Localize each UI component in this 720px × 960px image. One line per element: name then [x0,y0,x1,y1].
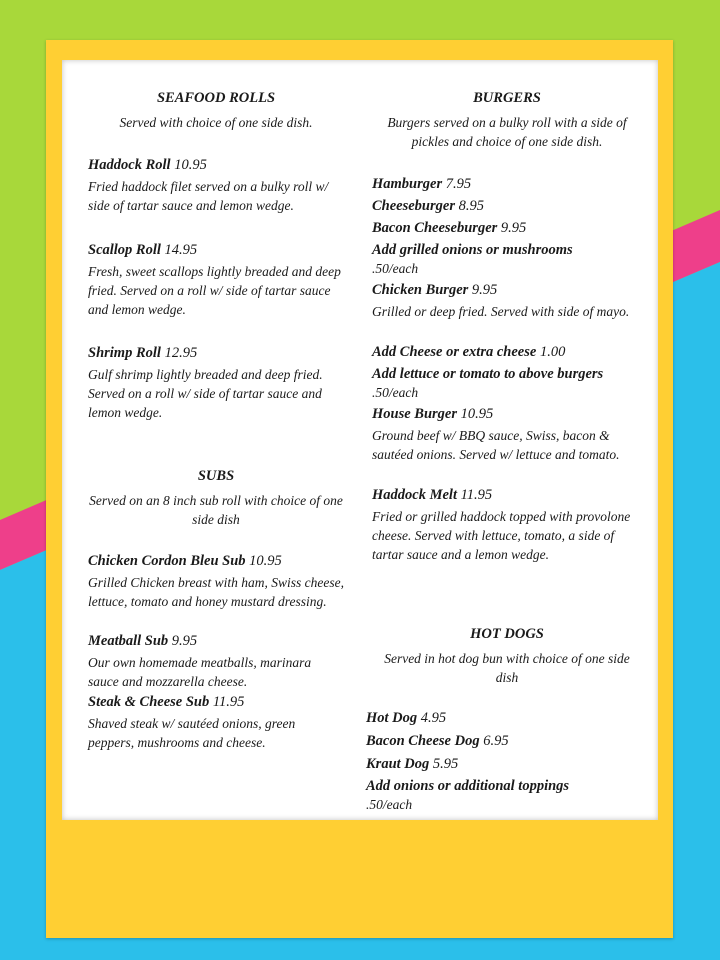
item-name: Add lettuce or tomato to above burgers [372,366,604,382]
item-price: 10.95 [460,406,494,422]
item-name: Add grilled onions or mushrooms [372,242,573,258]
section-description: Served in hot dog bun with choice of one side dish [384,651,630,685]
menu-item-haddock-melt [372,485,642,564]
item-name: Chicken Cordon Bleu Sub [88,553,246,569]
item-price: 9.95 [500,220,527,236]
item-name: Haddock Roll [88,157,171,173]
item-name: Hot Dog [366,710,418,726]
section-description: Burgers served on a bulky roll with a side of pickles and choice of one side dish. [387,115,627,149]
item-description: Grilled or deep fried. Served with side of mayo. [372,304,630,319]
item-description: Fried or grilled haddock topped with provolone cheese. Served with lettuce, tomato, a side of tartar sauce and a lemon wedge. [372,509,631,562]
item-price: 10.95 [249,553,282,569]
hot-dogs-section [372,626,642,687]
menu-item-add-toppings [366,776,642,814]
item-description: Fried haddock filet served on a bulky roll w/ side of tartar sauce and lemon wedge. [88,179,329,213]
burgers-section [372,90,642,151]
item-name: Chicken Burger [372,282,469,298]
item-name: Haddock Melt [372,487,457,503]
item-description: .50/each [366,797,413,812]
item-description: Grilled Chicken breast with ham, Swiss cheese, lettuce, tomato and honey mustard dressing. [88,575,344,609]
item-name: Scallop Roll [88,242,161,258]
section-title: HOT DOGS [470,626,544,642]
seafood-rolls-section [88,90,344,132]
item-price: 8.95 [458,198,484,214]
section-title: SUBS [197,468,235,484]
item-price: 6.95 [483,733,509,749]
item-price: 9.95 [471,282,498,298]
menu-item-scallop-roll [88,240,344,319]
item-description: Fresh, sweet scallops lightly breaded and deep fried. Served on a roll w/ side of tartar sauce and lemon wedge. [88,264,341,317]
item-name: Add onions or additional toppings [366,778,570,794]
item-name: Bacon Cheese Dog [366,733,480,749]
section-description: Served on an 8 inch sub roll with choice of one side dish [89,493,343,527]
item-price: 9.95 [171,633,198,649]
item-description: Our own homemade meatballs, marinara sauce and mozzarella cheese. [88,655,312,689]
section-title: BURGERS [473,90,541,106]
section-description: Served with choice of one side dish. [119,115,313,130]
item-name: Shrimp Roll [88,345,161,361]
item-name: Steak & Cheese Sub [88,694,210,710]
item-price: 7.95 [445,176,472,192]
menu-item-chicken-burger [372,280,642,321]
item-name: Cheeseburger [372,198,455,214]
menu-item-kraut-dog [366,754,642,774]
section-title: SEAFOOD ROLLS [156,90,276,106]
menu-item-haddock-roll [88,155,344,215]
menu-item-add-lettuce-tomato [372,364,642,402]
item-name: Add Cheese or extra cheese [372,344,537,360]
menu-item-chicken-cordon-bleu-sub [88,551,344,611]
item-name: Meatball Sub [88,633,169,649]
menu-item-hot-dog [366,708,642,728]
item-description: .50/each [372,261,419,276]
menu-item-add-onions-mushrooms [372,240,642,278]
item-name: House Burger [372,406,458,422]
menu-item-steak-cheese-sub [88,692,344,752]
menu-item-shrimp-roll [88,343,344,422]
subs-section [88,468,344,529]
item-name: Kraut Dog [366,756,430,772]
item-price: 11.95 [460,487,493,503]
item-description: Gulf shrimp lightly breaded and deep fried. Served on a roll w/ side of tartar sauce and lemon wedge. [88,367,323,420]
item-price: 4.95 [420,710,447,726]
menu-item-hamburger [372,174,642,194]
menu-page [62,60,658,820]
item-name: Hamburger [372,176,443,192]
item-description: Shaved steak w/ sautéed onions, green peppers, mushrooms and cheese. [88,716,296,750]
item-name: Bacon Cheeseburger [372,220,498,236]
menu-item-cheeseburger [372,196,642,216]
item-price: 14.95 [164,242,198,258]
item-price: 1.00 [539,344,566,360]
menu-item-bacon-cheese-dog [366,731,642,751]
item-price: 12.95 [164,345,198,361]
item-description: .50/each [372,385,419,400]
item-description: Ground beef w/ BBQ sauce, Swiss, bacon & sautéed onions. Served w/ lettuce and tomato. [372,428,620,462]
menu-item-house-burger [372,404,642,464]
menu-item-add-cheese [372,342,642,362]
item-price: 10.95 [174,157,207,173]
menu-item-meatball-sub [88,631,344,691]
menu-item-bacon-cheeseburger [372,218,642,238]
item-price: 5.95 [432,756,459,772]
item-price: 11.95 [212,694,245,710]
